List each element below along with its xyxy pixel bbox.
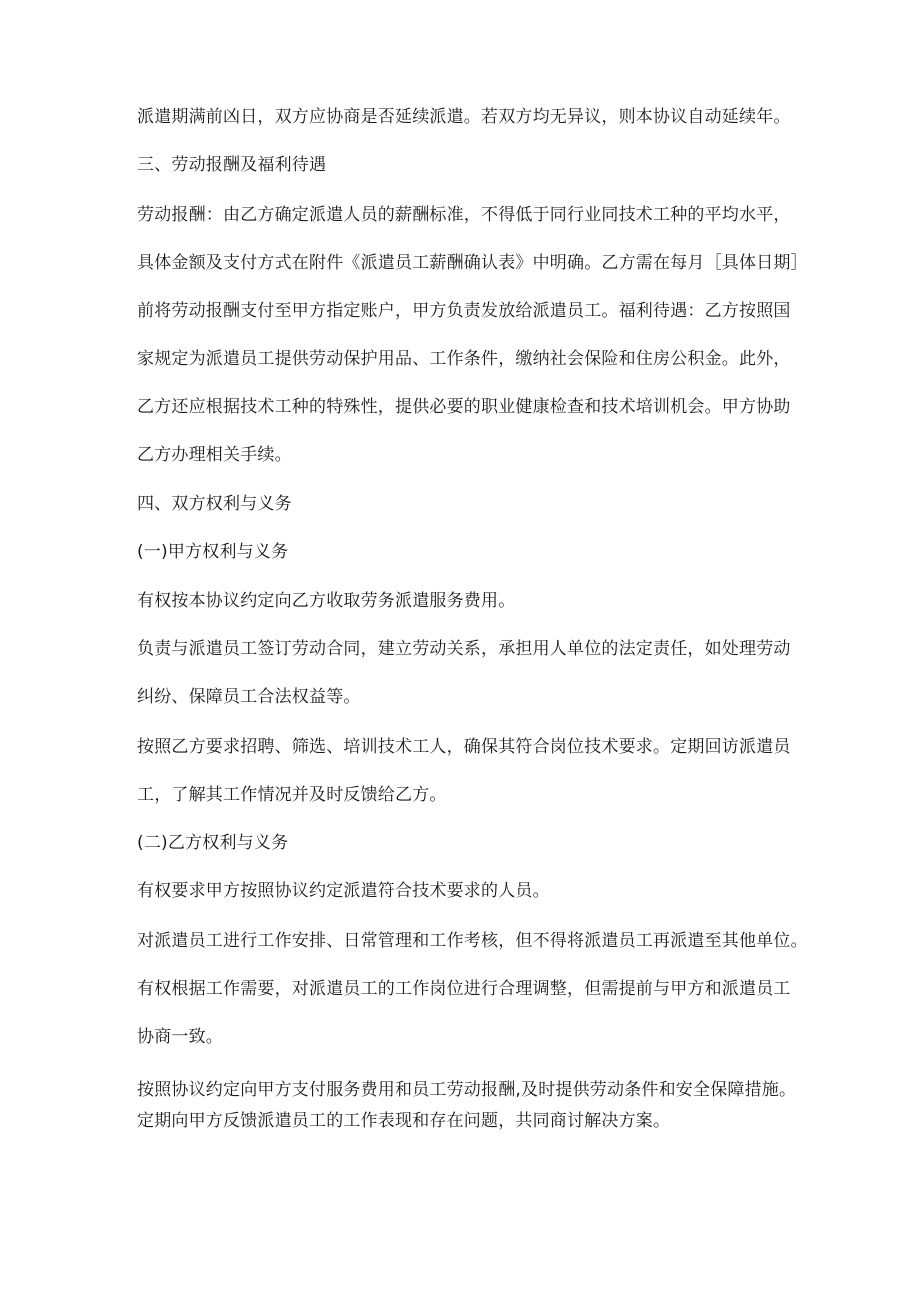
- paragraph-line: 乙方办理相关手续。: [137, 445, 292, 465]
- paragraph-line: 协商一致。: [137, 1027, 223, 1047]
- subsection-heading: (一)甲方权利与义务: [137, 542, 289, 562]
- paragraph-line: 按照乙方要求招聘、筛选、培训技术工人，确保其符合岗位技术要求。定期回访派遣员: [137, 737, 791, 757]
- paragraph-line: 有权按本协议约定向乙方收取劳务派遣服务费用。: [137, 591, 516, 611]
- paragraph-line: 负责与派遣员工签订劳动合同，建立劳动关系，承担用人单位的法定责任，如处理劳动: [137, 639, 791, 659]
- paragraph-line: 具体金额及支付方式在附件《派遣员工薪酬确认表》中明确。乙方需在每月［具体日期］: [137, 253, 808, 273]
- paragraph-line: 对派遣员工进行工作安排、日常管理和工作考核，但不得将派遣员工再派遣至其他单位。: [137, 931, 808, 951]
- section-heading: 四、双方权利与义务: [137, 494, 292, 514]
- paragraph-line: 纠纷、保障员工合法权益等。: [137, 687, 361, 707]
- paragraph-line: 乙方还应根据技术工种的特殊性，提供必要的职业健康检查和技术培训机会。甲方协助: [137, 397, 791, 417]
- paragraph-line: 有权根据工作需要，对派遣员工的工作岗位进行合理调整，但需提前与甲方和派遣员工: [137, 979, 791, 999]
- paragraph-line: 有权要求甲方按照协议约定派遣符合技术要求的人员。: [137, 881, 550, 901]
- paragraph-line: 家规定为派遣员工提供劳动保护用品、工作条件，缴纳社会保险和住房公积金。此外，: [137, 349, 791, 369]
- paragraph-line: 按照协议约定向甲方支付服务费用和员工劳动报酬,及时提供劳动条件和安全保障措施。: [137, 1080, 797, 1100]
- paragraph-line: 定期向甲方反馈派遣员工的工作表现和存在问题，共同商讨解决方案。: [137, 1111, 671, 1131]
- section-heading: 三、劳动报酬及福利待遇: [137, 155, 327, 175]
- paragraph-line: 派遣期满前凶日，双方应协商是否延续派遣。若双方均无异议，则本协议自动延续年。: [137, 107, 791, 127]
- paragraph-line: 劳动报酬：由乙方确定派遣人员的薪酬标准，不得低于同行业同技术工种的平均水平，: [137, 205, 791, 225]
- paragraph-line: 工，了解其工作情况并及时反馈给乙方。: [137, 785, 447, 805]
- subsection-heading: (二)乙方权利与义务: [137, 833, 289, 853]
- paragraph-line: 前将劳动报酬支付至甲方指定账户，甲方负责发放给派遣员工。福利待遇：乙方按照国: [137, 301, 791, 321]
